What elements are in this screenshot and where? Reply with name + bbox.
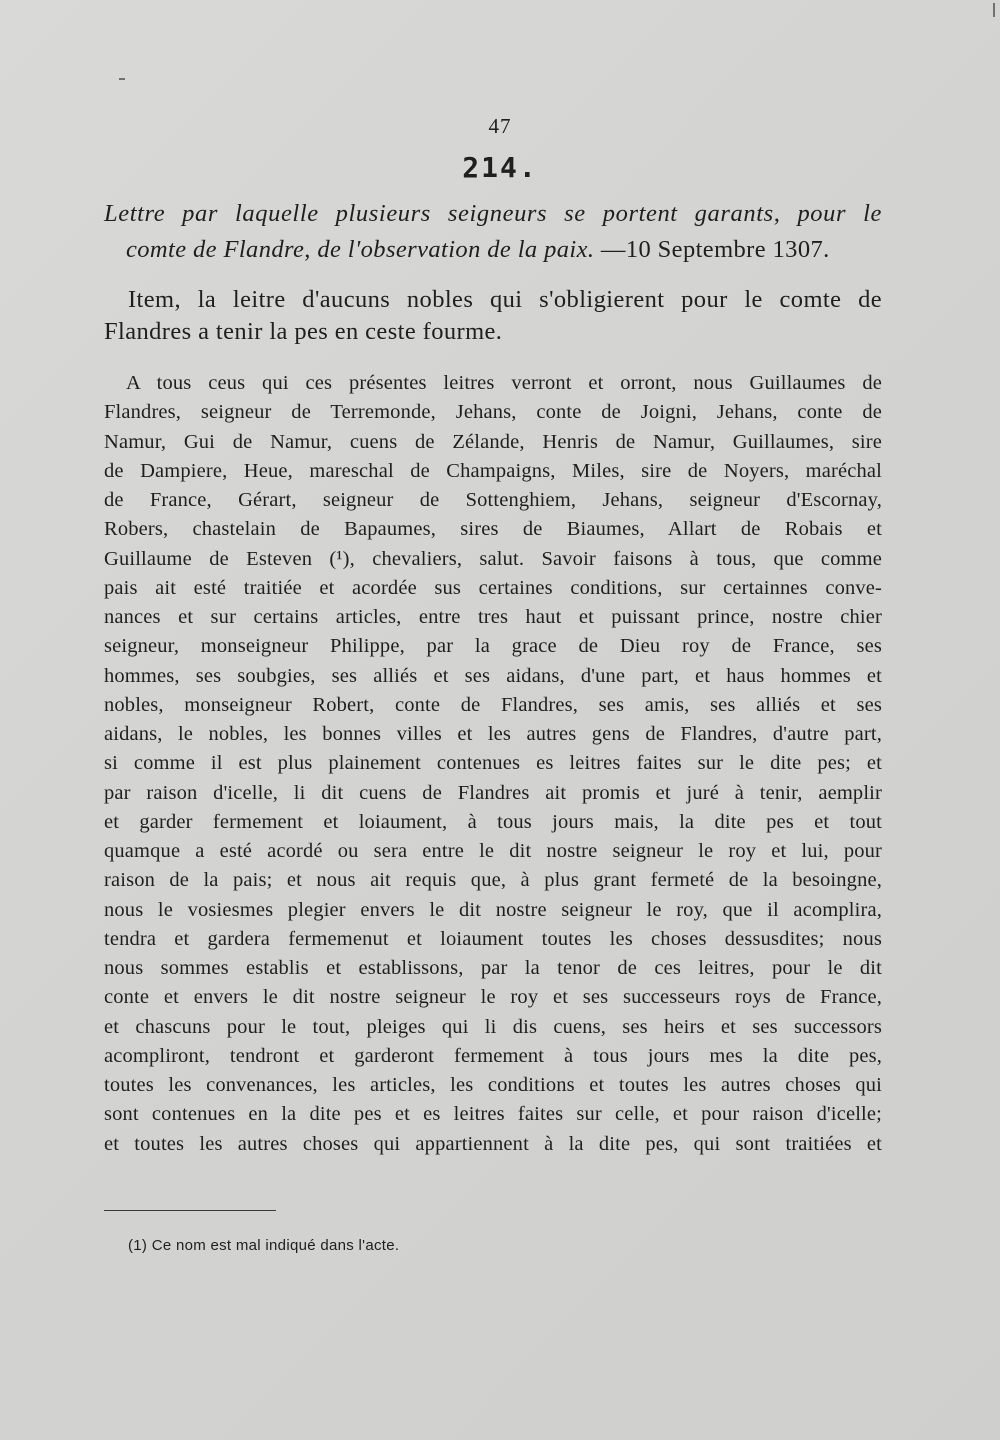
page-number: 47 — [488, 114, 512, 138]
charter-line: Guillaume de Esteven (¹), chevaliers, salut. Savoir faisons à tous, que comme — [104, 547, 882, 570]
charter-line: toutes les convenances, les articles, les conditions et toutes les autres choses qui — [104, 1074, 882, 1096]
charter-line: nances et sur certains articles, entre tres haut et puissant prince, nostre chier — [104, 606, 882, 628]
charter-line: tendra et gardera fermemenut et loiaument toutes les choses dessusdites; nous — [104, 927, 882, 950]
intro-line: Item, la leitre d'aucuns nobles qui s'obligierent pour le comte de — [128, 286, 882, 313]
intro-paragraph — [104, 284, 882, 348]
charter-line: nous le vosiesmes plegier envers le dit nostre seigneur le roy, que il acomplira, — [104, 898, 882, 921]
charter-line: conte et envers le dit nostre seigneur le roy et ses successeurs roys de France, — [104, 986, 882, 1009]
charter-line: et chascuns pour le tout, pleiges qui li dis cuens, ses heirs et ses successors — [104, 1015, 882, 1038]
charter-line: et toutes les autres choses qui appartiennent à la dite pes, qui sont traitiées et — [104, 1132, 882, 1155]
charter-line: Namur, Gui de Namur, cuens de Zélande, Henris de Namur, Guillaumes, sire — [104, 430, 882, 453]
charter-line: hommes, ses soubgies, ses alliés et ses aidans, d'une part, et haus hommes et — [104, 664, 882, 687]
charter-line: seigneur, monseigneur Philippe, par la grace de Dieu roy de France, ses — [104, 635, 882, 658]
title-line-2 — [104, 232, 882, 268]
charter-line: Robers, chastelain de Bapaumes, sires de Biaumes, Allart de Robais et — [104, 518, 882, 541]
charter-line: sont contenues en la dite pes et es leitres faites sur celle, et pour raison d'icelle; — [104, 1103, 882, 1126]
charter-line: pais ait esté traitiée et acordée sus certaines conditions, sur certainnes conve- — [104, 576, 882, 599]
charter-text — [104, 369, 882, 1159]
ink-speck — [119, 78, 125, 80]
title-line-1: Lettre par laquelle plusieurs seigneurs se portent garants, pour le — [104, 200, 882, 227]
ink-speck — [993, 3, 995, 17]
charter-line: aidans, le nobles, les bonnes villes et les autres gens de Flandres, d'autre part, — [104, 723, 882, 745]
charter-line: si comme il est plus plainement contenues es leitres faites sur le dite pes; et — [104, 752, 882, 775]
document-title — [104, 196, 882, 268]
document-number: 214. — [462, 151, 538, 184]
charter-line: de Dampiere, Heue, mareschal de Champaigns, Miles, sire de Noyers, maréchal — [104, 459, 882, 482]
footnote: (1) Ce nom est mal indiqué dans l'acte. — [128, 1237, 400, 1254]
charter-line: nous sommes establis et establissons, par la tenor de ces leitres, pour le dit — [104, 957, 882, 979]
charter-line: raison de la pais; et nous ait requis que, à plus grant fermeté de la besoingne, — [104, 869, 882, 892]
intro-line: Flandres a tenir la pes en ceste fourme. — [104, 318, 503, 345]
charter-line: et garder fermement et loiaument, à tous jours mais, la dite pes et tout — [104, 810, 882, 833]
title-line-2-italic: comte de Flandre, de l'observation de la paix. — [126, 236, 595, 263]
charter-line: A tous ceus qui ces présentes leitres verront et orront, nous Guillaumes de — [126, 372, 882, 394]
charter-line: de France, Gérart, seigneur de Sottenghiem, Jehans, seigneur d'Escornay, — [104, 489, 882, 511]
footnote-divider — [104, 1210, 276, 1211]
charter-line: quamque a esté acordé ou sera entre le dit nostre seigneur le roy et lui, pour — [104, 840, 882, 862]
title-date: —10 Septembre 1307. — [594, 236, 830, 263]
charter-line: acompliront, tendront et garderont fermement à tous jours mes la dite pes, — [104, 1044, 882, 1067]
charter-line: Flandres, seigneur de Terremonde, Jehans, conte de Joigni, Jehans, conte de — [104, 401, 882, 424]
charter-line: par raison d'icelle, li dit cuens de Flandres ait promis et juré à tenir, aemplir — [104, 781, 882, 804]
charter-line: nobles, monseigneur Robert, conte de Flandres, ses amis, ses alliés et ses — [104, 693, 882, 716]
